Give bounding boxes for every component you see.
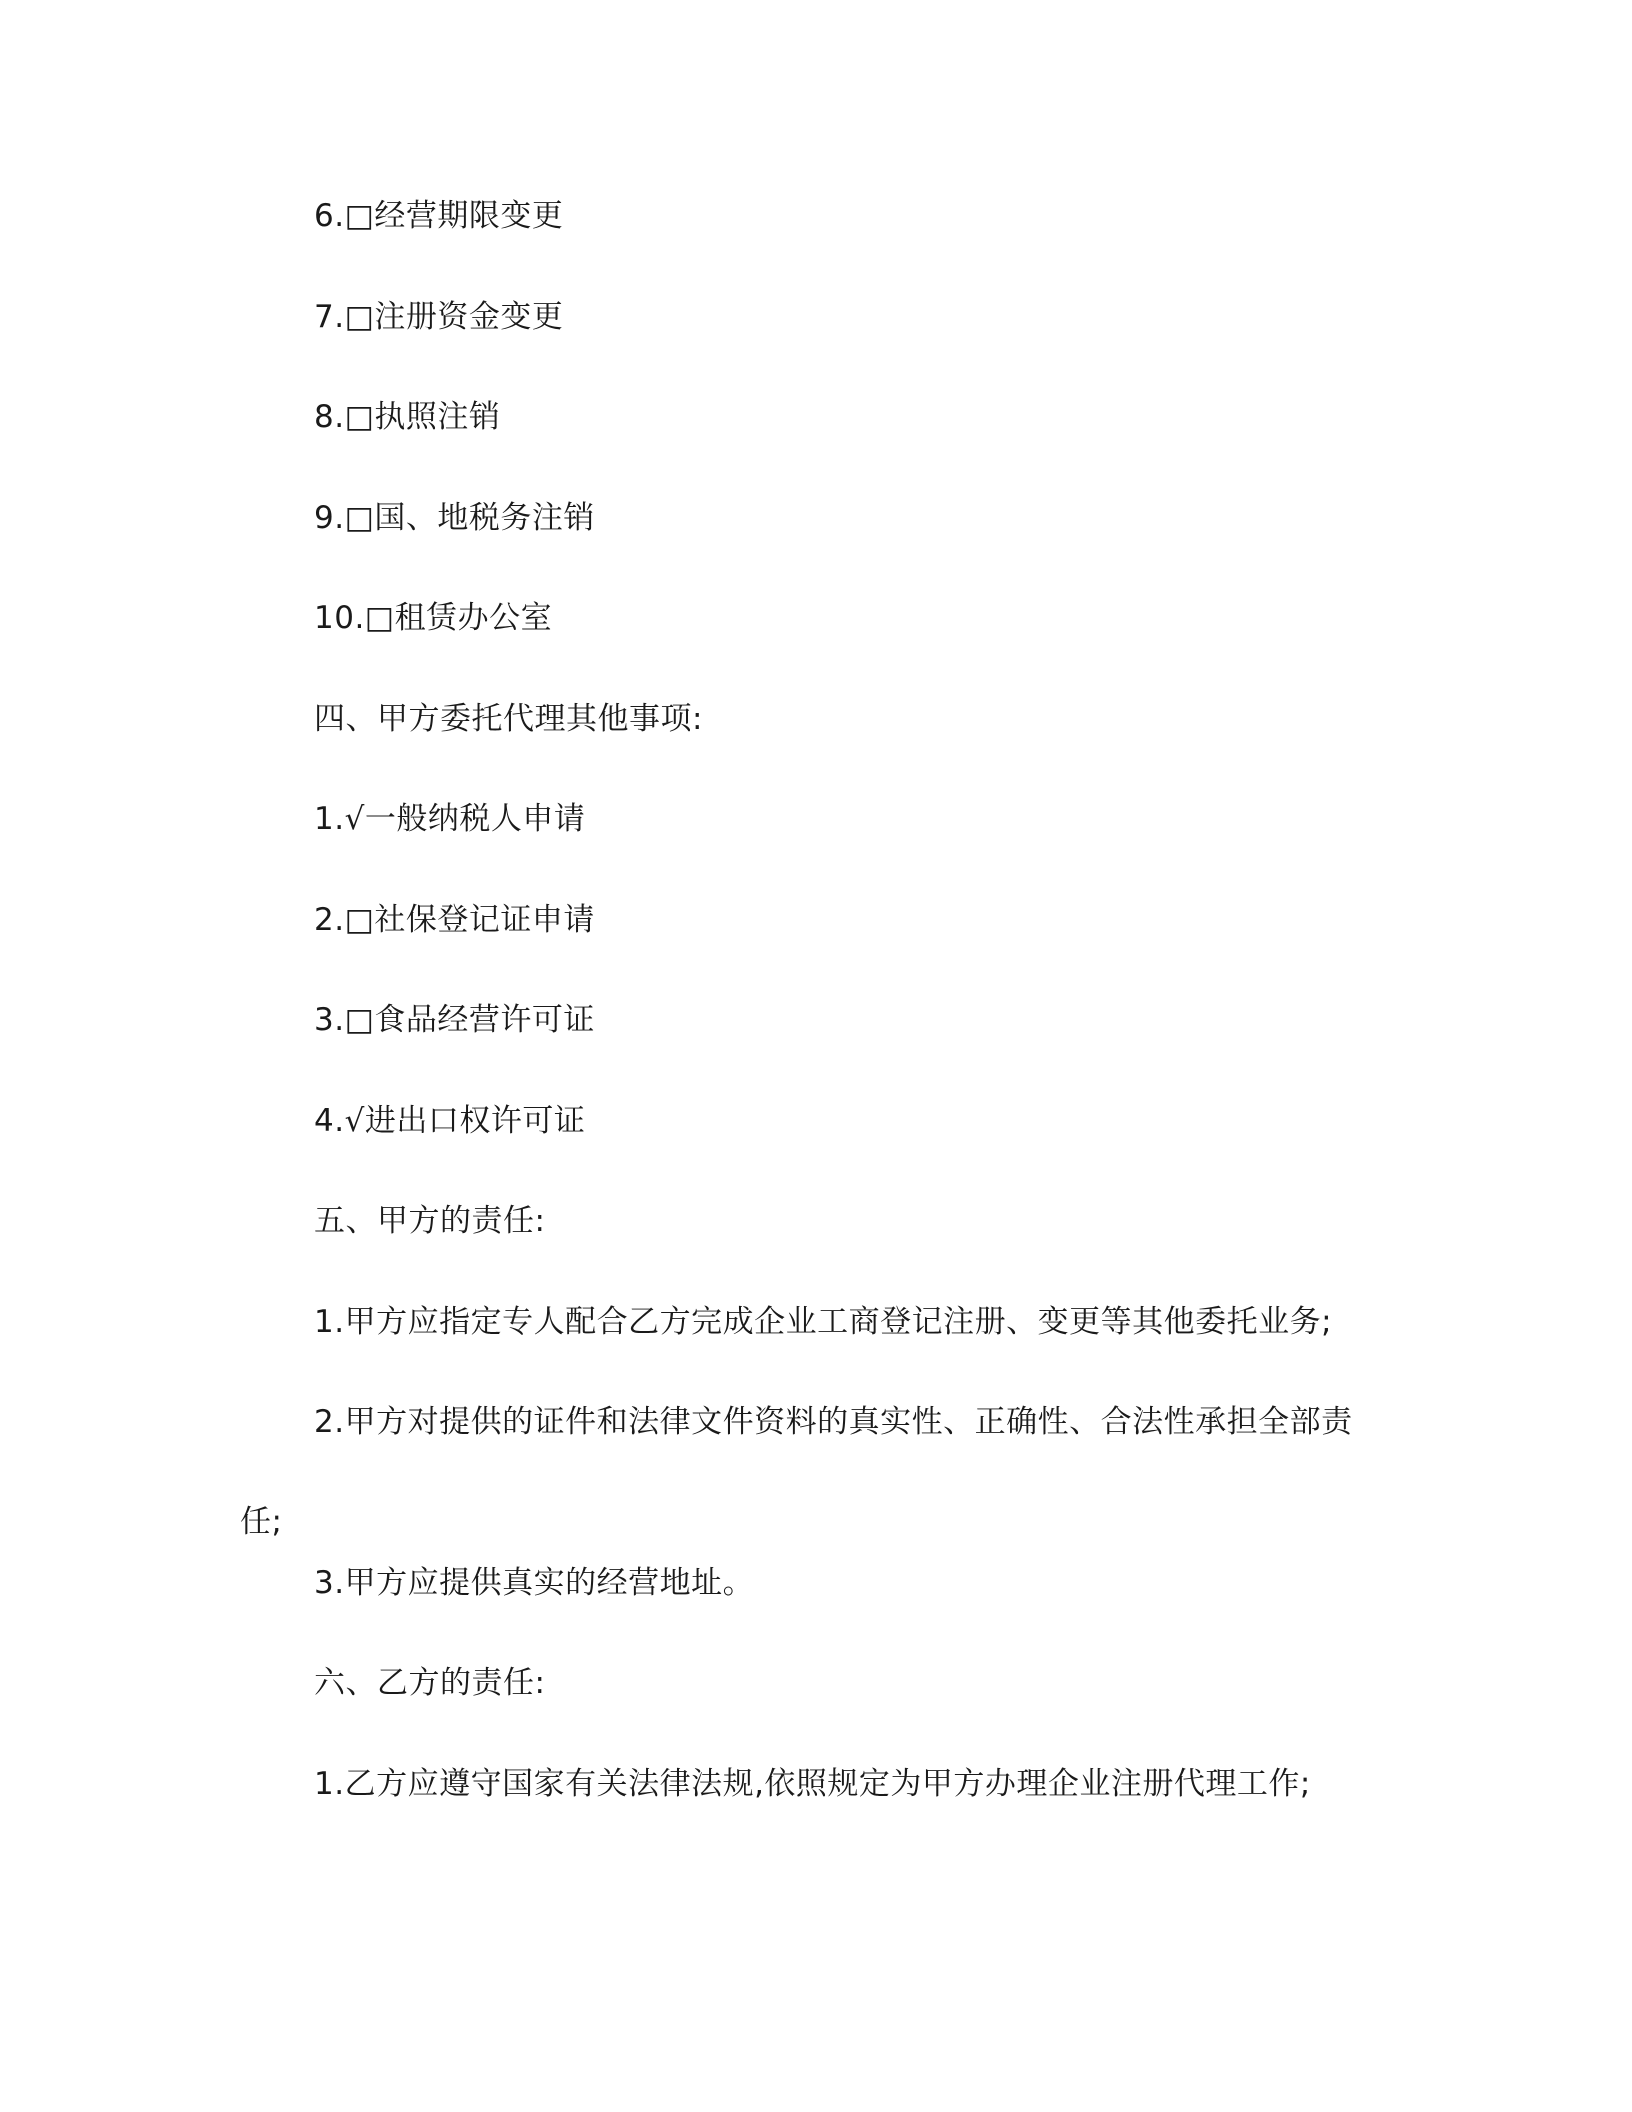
clause-party-a-2-line-1: 2.甲方对提供的证件和法律文件资料的真实性、正确性、合法性承担全部责 [314, 1404, 1353, 1440]
item-license-cancellation: 8.□执照注销 [314, 399, 501, 435]
item-general-taxpayer-application: 1.√一般纳税人申请 [314, 801, 586, 837]
section-heading-party-b-responsibilities: 六、乙方的责任: [314, 1665, 546, 1701]
clause-party-a-3: 3.甲方应提供真实的经营地址。 [314, 1565, 755, 1601]
item-registered-capital-change: 7.□注册资金变更 [314, 299, 564, 335]
clause-party-a-2-line-2: 任; [240, 1504, 283, 1540]
clause-party-a-2 [240, 1402, 1360, 1542]
section-heading-other-matters: 四、甲方委托代理其他事项: [314, 701, 703, 737]
item-import-export-license: 4.√进出口权许可证 [314, 1103, 586, 1139]
section-heading-party-a-responsibilities: 五、甲方的责任: [314, 1203, 546, 1239]
clause-party-a-1: 1.甲方应指定专人配合乙方完成企业工商登记注册、变更等其他委托业务; [314, 1304, 1333, 1340]
item-food-business-license: 3.□食品经营许可证 [314, 1002, 595, 1038]
item-office-lease: 10.□租赁办公室 [314, 600, 553, 636]
clause-party-b-1: 1.乙方应遵守国家有关法律法规,依照规定为甲方办理企业注册代理工作; [314, 1766, 1311, 1802]
item-social-security-registration: 2.□社保登记证申请 [314, 902, 595, 938]
item-tax-cancellation: 9.□国、地税务注销 [314, 500, 595, 536]
item-business-term-change: 6.□经营期限变更 [314, 198, 564, 234]
